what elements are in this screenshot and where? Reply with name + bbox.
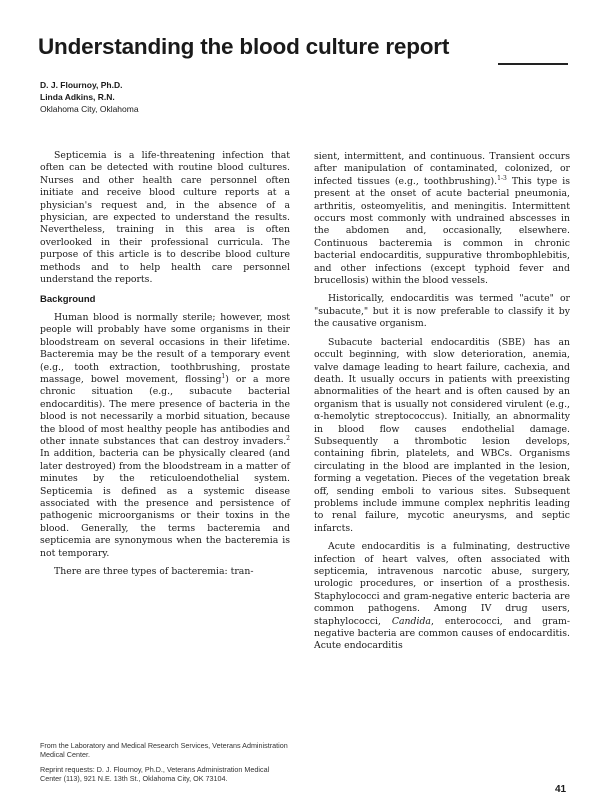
author-name: D. J. Flournoy, Ph.D. [40,80,123,90]
text-run: , enterococci, and gram-negative bacteria are common causes of endocarditis. Acute endocarditis [314,615,570,652]
affiliation-note: From the Laboratory and Medical Research Services, Veterans Administration Medical Center. [40,741,288,760]
text-run: Human blood is normally sterile; however, most people will probably have some organisms in their bloodstream on several occasions in their lifetime. Bacteremia may be the result of a temporary event (e.g., tooth extraction, toothbrushing, prostate massage, bowel movement, flossing [40,311,290,385]
background-paragraph [40,312,290,560]
author-name: Linda Adkins, R.N. [40,92,115,102]
author-block [40,79,139,115]
right-column [314,151,570,659]
text-run: ) or a more chronic situation (e.g., subacute bacterial endocarditis). The mere presence of bacteria in the blood is not necessarily a morbid situation, because the blood of most healthy people has antibodies and other innate substances that can destroy invaders. [40,373,290,447]
organism-name: Candida [391,615,431,627]
citation: 2 [286,434,290,442]
body-paragraph: Subacute bacterial endocarditis (SBE) has an occult beginning, with slow deterioration, anemia, valve damage leading to heart failure, cachexia, and death. It usually occurs in patients with preexisting abnormalities of the heart and is often caused by an organism that is usually not considered virulent (e.g., α-hemolytic streptococcus). Initially, an abnormality in blood flow causes endothelial damage. Subsequently a thrombotic lesion develops, containing fibrin, platelets, and WBCs. Organisms circulating in the blood are implanted in the lesion, forming a vegetation. Pieces of the vegetation break off, sending emboli to various sites. Subsequent problems include immune complex nephritis leading to renal failure, mycotic aneurysms, and septic infarcts. [314,336,570,534]
left-column [40,150,290,584]
body-paragraph: Historically, endocarditis was termed "acute" or "subacute," but it is now preferable to classify it by the causative organism. [314,293,570,330]
body-paragraph [314,151,570,287]
body-paragraph [314,541,570,653]
text-run: sient, intermittent, and continuous. Transient occurs after manipulation of contaminated, colonized, or infected tissues (e.g., toothbrushing). [314,151,570,187]
citation: 1 [221,372,226,380]
article-title: Understanding the blood culture report [38,34,450,59]
author-location: Oklahoma City, Oklahoma [40,104,139,114]
citation: 1-3 [497,174,507,182]
reprint-note: Reprint requests: D. J. Flournoy, Ph.D., Veterans Administration Medical Center (113), 921 N.E. 13th St., Oklahoma City, OK 73104. [40,764,270,784]
text-run: This type is present at the onset of acute bacterial pneumonia, arthritis, osteomyelitis, and meningitis. Intermittent occurs most commonly with undrained abscesses in the abdomen and, occasionally, elsewhere. Continuous bacteremia is common in chronic bacterial endocarditis, suppurative thrombophlebitis, and other infections (except typhoid fever and brucellosis) within the blood vessels. [314,175,570,287]
background-paragraph: There are three types of bacteremia: tran- [54,566,254,577]
footnotes [40,741,292,789]
section-heading-background: Background [40,294,96,306]
title-rule [498,63,568,65]
text-run: Acute endocarditis is a fulminating, destructive infection of heart valves, often associated with septicemia, intravenous narcotic abuse, surgery, urologic procedures, or insertion of a prosthesis. Staphylococci and gram-negative enteric bacteria are common pathogens. Among IV drug users, staphylococci, [314,541,570,627]
text-run: In addition, bacteria can be physically cleared (and later destroyed) from the bloodstream in a matter of minutes by the reticuloendothelial system. Septicemia is defined as a systemic disease associated with the presence and persistence of pathogenic microorganisms or their toxins in the blood. Generally, the terms bacteremia and septicemia are synonymous when the bacteremia is not temporary. [40,448,290,559]
page-number: 41 [555,784,567,795]
intro-paragraph: Septicemia is a life-threatening infection that often can be detected with routine blood cultures. Nurses and other health care personnel often initiate and receive blood culture reports at a physician's request and, in the absence of a physician, are expected to understand the results. Nevertheless, training in this area is often overlooked in their professional curricula. The purpose of this article is to describe blood culture methods and to help health care personnel understand the reports. [40,150,290,286]
